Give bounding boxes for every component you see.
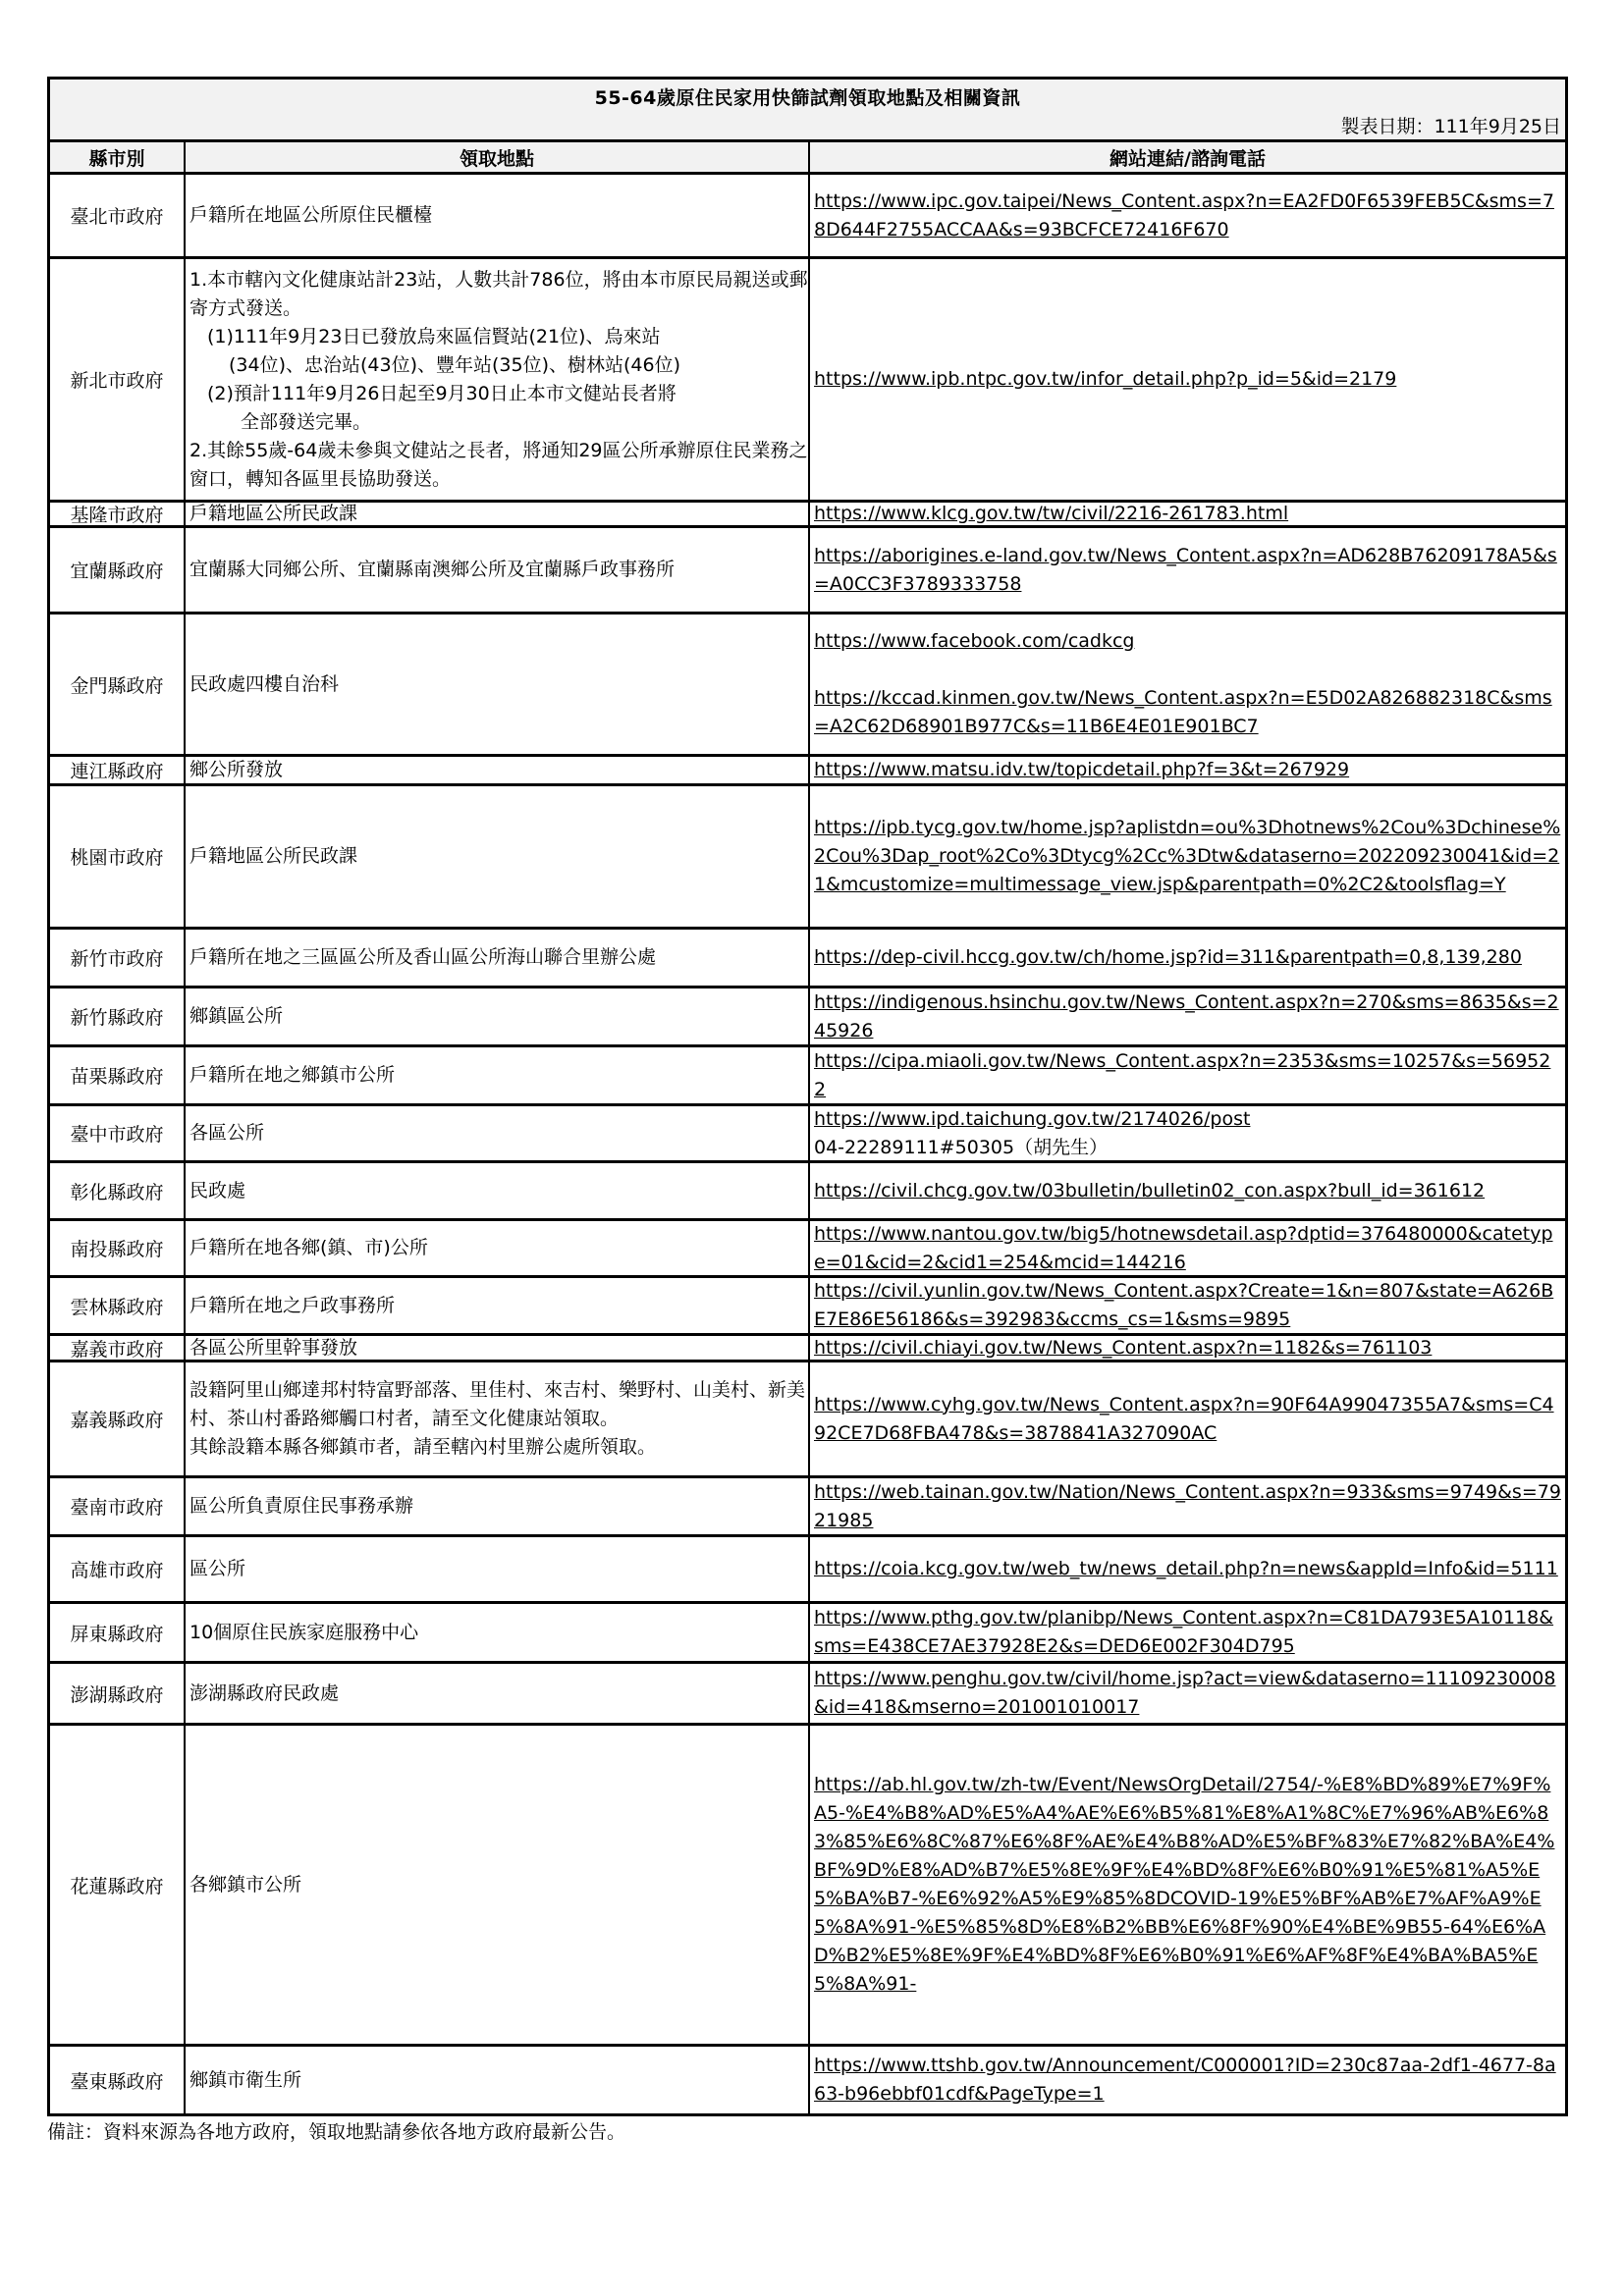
table-row xyxy=(50,614,1565,757)
location-cell xyxy=(186,1336,810,1360)
table-row xyxy=(50,1478,1565,1537)
location-text: 民政處 xyxy=(189,1179,246,1201)
location-text: 宜蘭縣大同鄉公所、宜蘭縣南澳鄉公所及宜蘭縣戶政事務所 xyxy=(189,559,676,580)
links-cell xyxy=(810,528,1565,612)
location-text: 戶籍所在地之鄉鎮市公所 xyxy=(189,1064,396,1086)
county-cell: 澎湖縣政府 xyxy=(50,1664,186,1723)
links-cell xyxy=(810,1478,1565,1534)
location-cell xyxy=(186,786,810,927)
location-cell xyxy=(186,1664,810,1723)
location-cell xyxy=(186,1726,810,2044)
links-cell xyxy=(810,175,1565,256)
website-link[interactable]: https://web.tainan.gov.tw/Nation/News_Content.aspx?n=933&sms=9749&s=7921985 xyxy=(814,1480,1561,1531)
county-cell: 金門縣政府 xyxy=(50,614,186,754)
location-text: 全部發送完畢。 xyxy=(241,410,372,433)
table-row xyxy=(50,988,1565,1047)
links-cell xyxy=(810,1106,1565,1160)
table-row xyxy=(50,175,1565,259)
county-cell: 連江縣政府 xyxy=(50,757,186,783)
links-cell xyxy=(810,614,1565,754)
county-cell: 臺南市政府 xyxy=(50,1478,186,1534)
county-cell: 臺北市政府 xyxy=(50,175,186,256)
links-cell xyxy=(810,1163,1565,1218)
website-link[interactable]: https://civil.yunlin.gov.tw/News_Content.aspx?Create=1&n=807&state=A626BE7E86E56186&s=392983&ccms_cs=1&sms=9895 xyxy=(814,1280,1554,1330)
location-cell xyxy=(186,503,810,525)
column-header-links: 網站連結/諮詢電話 xyxy=(1110,147,1266,170)
website-link[interactable]: https://coia.kcg.gov.tw/web_tw/news_detail.php?n=news&appId=Info&id=5111 xyxy=(814,1558,1558,1579)
location-text: 鄉鎮區公所 xyxy=(189,1005,284,1027)
links-cell xyxy=(810,1362,1565,1475)
location-cell xyxy=(186,988,810,1044)
location-cell xyxy=(186,1163,810,1218)
website-link[interactable]: https://kccad.kinmen.gov.tw/News_Content.aspx?n=E5D02A826882318C&sms=A2C62D68901B977C&s=11B6E4E01E901BC7 xyxy=(814,687,1552,737)
location-text: 其餘設籍本縣各鄉鎮市者，請至轄內村里辦公處所領取。 xyxy=(189,1436,657,1458)
links-cell xyxy=(810,1278,1565,1333)
table-row xyxy=(50,1163,1565,1221)
table-row xyxy=(50,930,1565,988)
table-row xyxy=(50,1664,1565,1726)
table-row xyxy=(50,1726,1565,2047)
location-text: 鄉公所發放 xyxy=(189,759,284,780)
links-cell xyxy=(810,988,1565,1044)
location-text: 10個原住民族家庭服務中心 xyxy=(189,1621,419,1643)
website-link[interactable]: https://www.ttshb.gov.tw/Announcement/C000001?ID=230c87aa-2df1-4677-8a63-b96ebbf01cdf&PageType=1 xyxy=(814,2055,1556,2105)
table-title-block xyxy=(50,80,1565,142)
location-cell xyxy=(186,614,810,754)
location-text: 各區公所里幹事發放 xyxy=(189,1336,358,1359)
location-cell xyxy=(186,175,810,256)
website-link[interactable]: https://www.matsu.idv.tw/topicdetail.php?f=3&t=267929 xyxy=(814,759,1350,780)
website-link[interactable]: https://www.ipb.ntpc.gov.tw/infor_detail.php?p_id=5&id=2179 xyxy=(814,368,1397,390)
website-link[interactable]: https://indigenous.hsinchu.gov.tw/News_Content.aspx?n=270&sms=8635&s=245926 xyxy=(814,990,1559,1041)
location-text: 戶籍地區公所民政課 xyxy=(189,845,358,867)
spacer xyxy=(814,656,1561,684)
county-cell: 新北市政府 xyxy=(50,259,186,500)
website-link[interactable]: https://www.cyhg.gov.tw/News_Content.aspx?n=90F64A99047355A7&sms=C492CE7D68FBA478&s=3878841A327090AC xyxy=(814,1393,1554,1444)
table-row xyxy=(50,1362,1565,1478)
county-cell: 新竹縣政府 xyxy=(50,988,186,1044)
location-cell xyxy=(186,1478,810,1534)
county-cell: 高雄市政府 xyxy=(50,1537,186,1601)
website-link[interactable]: https://civil.chcg.gov.tw/03bulletin/bulletin02_con.aspx?bull_id=361612 xyxy=(814,1179,1486,1201)
links-cell xyxy=(810,786,1565,927)
location-text: 戶籍所在地之戶政事務所 xyxy=(189,1294,396,1316)
links-cell xyxy=(810,1726,1565,2044)
website-link[interactable]: https://ab.hl.gov.tw/zh-tw/Event/NewsOrgDetail/2754/-%E8%BD%89%E7%9F%A5-%E4%B8%AD%E5%A4%AE%E6%B5%81%E8%A1%8C%E7%96%AB%E6%83%85%E6%8C%87%E6%8F%AE%E4%B8%AD%E5%BF%83%E7%82%BA%E4%BF%9D%E8%AD%B7%E5%8E%9F%E4%BD%8F%E6%B0%91%E5%81%A5%E5%BA%B7-%E6%92%A5%E9%85%8DCOVID-19%E5%BF%AB%E7%AF%A9%E5%8A%91-%E5%85%8D%E8%B2%BB%E6%8F%90%E4%BE%9B55-64%E6%AD%B2%E5%8E%9F%E4%BD%8F%E6%B0%91%E6%AF%8F%E4%BA%BA5%E5%8A%91- xyxy=(814,1774,1555,1995)
location-text: 1.本市轄內文化健康站計23站，人數共計786位，將由本市原民局親送或郵寄方式發送。 xyxy=(189,268,808,319)
website-link[interactable]: https://www.penghu.gov.tw/civil/home.jsp?act=view&dataserno=11109230008&id=418&mserno=201001010017 xyxy=(814,1668,1556,1718)
table-row xyxy=(50,528,1565,614)
links-cell xyxy=(810,1537,1565,1601)
location-cell xyxy=(186,1537,810,1601)
location-text: 鄉鎮市衛生所 xyxy=(189,2068,302,2091)
location-cell xyxy=(186,1221,810,1275)
location-text: 設籍阿里山鄉達邦村特富野部落、里佳村、來吉村、樂野村、山美村、新美村、茶山村番路鄉觸口村者，請至文化健康站領取。 xyxy=(189,1379,806,1429)
links-cell xyxy=(810,1336,1565,1360)
location-cell xyxy=(186,1604,810,1661)
location-text: 戶籍所在地之三區區公所及香山區公所海山聯合里辦公處 xyxy=(189,946,657,968)
pickup-locations-table xyxy=(47,77,1568,2116)
table-row xyxy=(50,786,1565,930)
location-text: 各鄉鎮市公所 xyxy=(189,1873,302,1896)
location-text: 區公所 xyxy=(189,1558,246,1579)
website-link[interactable]: https://www.klcg.gov.tw/tw/civil/2216-261783.html xyxy=(814,503,1289,524)
location-cell xyxy=(186,1106,810,1160)
county-cell: 嘉義市政府 xyxy=(50,1336,186,1360)
links-cell xyxy=(810,1604,1565,1661)
table-row xyxy=(50,1604,1565,1664)
table-row xyxy=(50,757,1565,786)
location-cell xyxy=(186,259,810,500)
links-cell xyxy=(810,1664,1565,1723)
location-text: (1)111年9月23日已發放烏來區信賢站(21位)、烏來站 xyxy=(207,325,661,347)
links-cell xyxy=(810,757,1565,783)
table-row xyxy=(50,1106,1565,1163)
links-cell xyxy=(810,1047,1565,1103)
location-text: 戶籍所在地區公所原住民櫃檯 xyxy=(189,204,433,226)
county-cell: 宜蘭縣政府 xyxy=(50,528,186,612)
website-link[interactable]: https://www.ipd.taichung.gov.tw/2174026/post xyxy=(814,1107,1251,1130)
county-cell: 屏東縣政府 xyxy=(50,1604,186,1661)
county-cell: 雲林縣政府 xyxy=(50,1278,186,1333)
location-text: 戶籍所在地各鄉(鎮、市)公所 xyxy=(189,1237,428,1258)
column-header-location: 領取地點 xyxy=(186,142,810,172)
location-text: 區公所負責原住民事務承辦 xyxy=(189,1495,414,1517)
table-row xyxy=(50,1336,1565,1362)
website-link[interactable]: https://www.facebook.com/cadkcg xyxy=(814,630,1135,652)
website-link[interactable]: https://dep-civil.hccg.gov.tw/ch/home.jsp?id=311&parentpath=0,8,139,280 xyxy=(814,946,1522,968)
county-cell: 苗栗縣政府 xyxy=(50,1047,186,1103)
website-link[interactable]: https://aborigines.e-land.gov.tw/News_Content.aspx?n=AD628B76209178A5&s=A0CC3F3789333758 xyxy=(814,544,1557,595)
county-cell: 嘉義縣政府 xyxy=(50,1362,186,1475)
links-cell xyxy=(810,2047,1565,2113)
location-text: (34位)、忠治站(43位)、豐年站(35位)、樹林站(46位) xyxy=(229,353,681,376)
location-text: 2.其餘55歲-64歲未參與文健站之長者，將通知29區公所承辦原住民業務之窗口，轉知各區里長協助發送。 xyxy=(189,439,808,490)
phone-number: 04-22289111#50305（胡先生） xyxy=(814,1136,1109,1158)
table-row xyxy=(50,1278,1565,1336)
county-cell: 臺中市政府 xyxy=(50,1106,186,1160)
website-link[interactable]: https://www.pthg.gov.tw/planibp/News_Content.aspx?n=C81DA793E5A10118&sms=E438CE7AE37928E2&s=DED6E002F304D795 xyxy=(814,1607,1554,1657)
table-body xyxy=(50,175,1565,2113)
column-header-county: 縣市別 xyxy=(50,142,186,172)
location-cell xyxy=(186,1362,810,1475)
location-text: 澎湖縣政府民政處 xyxy=(189,1682,340,1704)
links-cell xyxy=(810,1221,1565,1275)
table-header-row xyxy=(50,142,1565,175)
table-row xyxy=(50,1537,1565,1604)
website-link[interactable]: https://cipa.miaoli.gov.tw/News_Content.aspx?n=2353&sms=10257&s=569522 xyxy=(814,1049,1551,1100)
county-cell: 臺東縣政府 xyxy=(50,2047,186,2113)
location-cell xyxy=(186,757,810,783)
links-cell xyxy=(810,503,1565,525)
links-cell xyxy=(810,930,1565,986)
table-row xyxy=(50,1221,1565,1278)
county-cell: 彰化縣政府 xyxy=(50,1163,186,1218)
table-title: 55-64歲原住民家用快篩試劑領取地點及相關資訊 xyxy=(594,87,1021,109)
location-text: 民政處四樓自治科 xyxy=(189,672,340,695)
county-cell: 新竹市政府 xyxy=(50,930,186,986)
table-date: 製表日期：111年9月25日 xyxy=(1340,116,1561,137)
website-link[interactable]: https://www.nantou.gov.tw/big5/hotnewsdetail.asp?dptid=376480000&catetype=01&cid=2&cid1=254&mcid=144216 xyxy=(814,1222,1553,1273)
location-cell xyxy=(186,930,810,986)
location-text: (2)預計111年9月26日起至9月30日止本市文健站長者將 xyxy=(207,382,677,404)
footnote: 備註：資料來源為各地方政府，領取地點請參依各地方政府最新公告。 xyxy=(47,2121,626,2143)
table-row xyxy=(50,259,1565,503)
links-cell xyxy=(810,259,1565,500)
website-link[interactable]: https://civil.chiayi.gov.tw/News_Content.aspx?n=1182&s=761103 xyxy=(814,1336,1433,1359)
location-cell xyxy=(186,1278,810,1333)
location-cell xyxy=(186,528,810,612)
county-cell: 桃園市政府 xyxy=(50,786,186,927)
website-link[interactable]: https://www.ipc.gov.taipei/News_Content.aspx?n=EA2FD0F6539FEB5C&sms=78D644F2755ACCAA&s=93BCFCE72416F670 xyxy=(814,189,1554,240)
location-text: 各區公所 xyxy=(189,1122,265,1144)
location-cell xyxy=(186,1047,810,1103)
county-cell: 南投縣政府 xyxy=(50,1221,186,1275)
location-cell xyxy=(186,2047,810,2113)
county-cell: 基隆市政府 xyxy=(50,503,186,525)
table-row xyxy=(50,1047,1565,1106)
county-cell: 花蓮縣政府 xyxy=(50,1726,186,2044)
table-row xyxy=(50,2047,1565,2113)
website-link[interactable]: https://ipb.tycg.gov.tw/home.jsp?aplistdn=ou%3Dhotnews%2Cou%3Dchinese%2Cou%3Dap_root%2Co%3Dtycg%2Cc%3Dtw&dataserno=202209230041&id=21&mcustomize=multimessage_view.jsp&parentpath=0%2C2&toolsflag=Y xyxy=(814,817,1561,895)
table-row xyxy=(50,503,1565,528)
location-text: 戶籍地區公所民政課 xyxy=(189,503,358,524)
